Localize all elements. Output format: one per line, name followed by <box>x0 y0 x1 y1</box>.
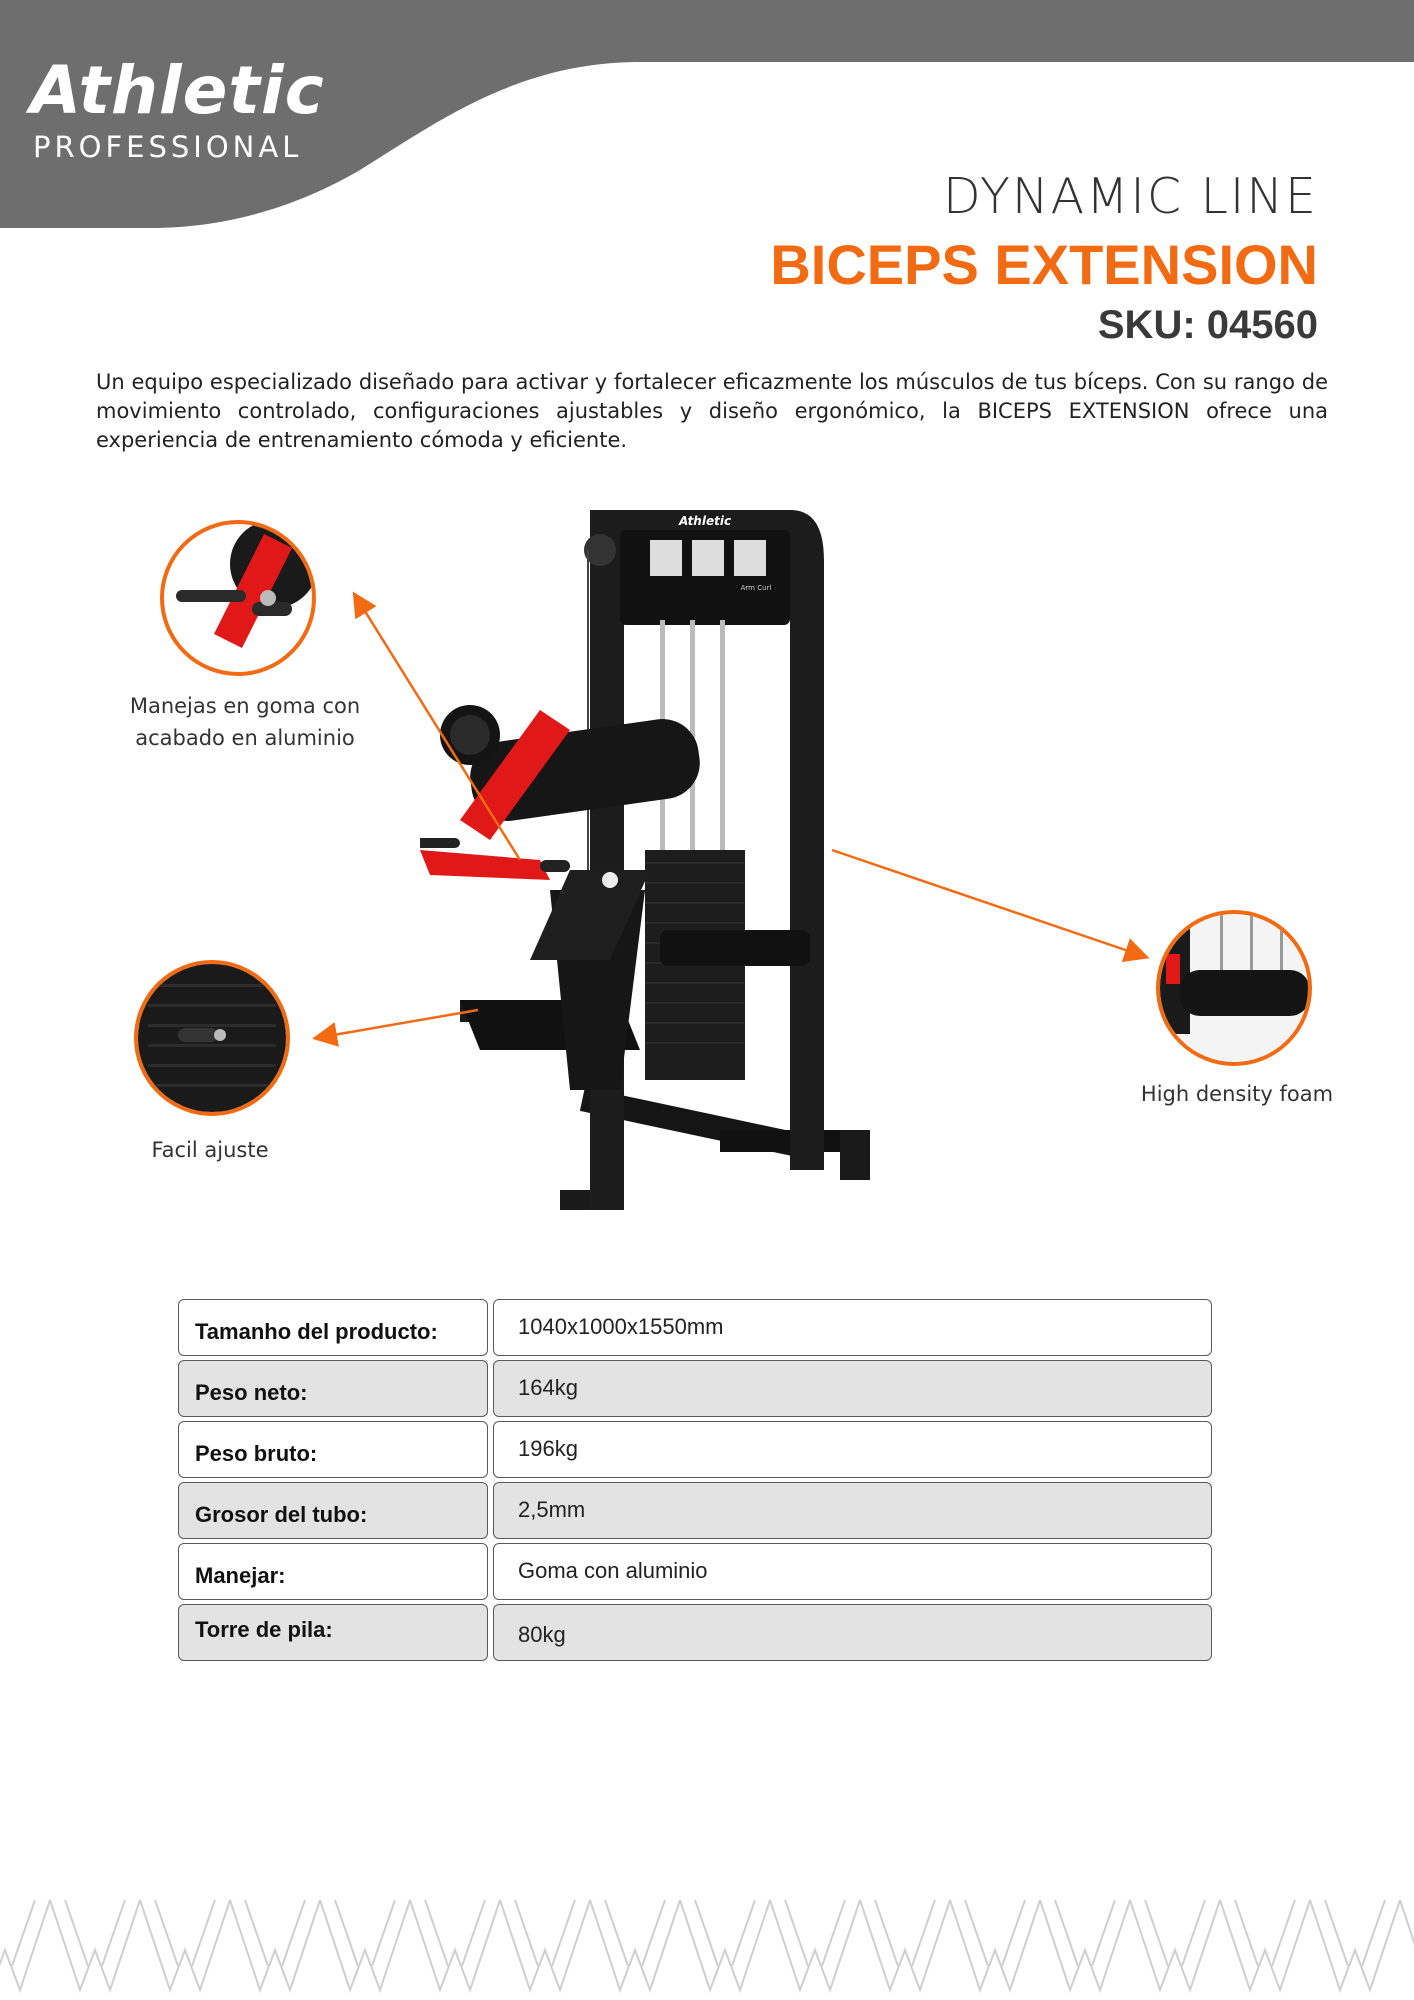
specs-table <box>178 1299 1212 1665</box>
spec-row <box>178 1604 1212 1661</box>
pad-detail-icon <box>1160 914 1308 1062</box>
footer-zigzag-segment <box>1220 1900 1310 1990</box>
footer-zigzag-segment <box>230 1900 320 1990</box>
footer-zigzag-segment <box>1400 1900 1414 1990</box>
spec-key: Manejar: <box>178 1543 488 1600</box>
footer-zigzag-segment <box>770 1900 860 1990</box>
product-name-title: BICEPS EXTENSION <box>770 233 1318 296</box>
callout-label-foam: High density foam <box>1140 1082 1334 1106</box>
spec-value: 2,5mm <box>493 1482 1212 1539</box>
footer-zigzag-segment <box>320 1900 410 1990</box>
footer-zigzag-segment <box>680 1900 770 1990</box>
spec-row <box>178 1299 1212 1356</box>
footer-zigzag-segment <box>860 1900 950 1990</box>
footer-zigzag-segment <box>50 1900 140 1990</box>
spec-key: Torre de pila: <box>178 1604 488 1661</box>
product-sku: SKU: 04560 <box>1097 303 1318 347</box>
callout-label-handles: Manejas en goma con acabado en aluminio <box>129 694 361 750</box>
footer-zigzag-segment <box>1310 1900 1400 1990</box>
spec-row <box>178 1360 1212 1417</box>
spec-row <box>178 1421 1212 1478</box>
footer-zigzag-segment <box>1040 1900 1130 1990</box>
footer-zigzag-segment <box>0 1900 50 1990</box>
weight-stack-detail-icon <box>138 964 286 1112</box>
footer-zigzag-segment <box>500 1900 590 1990</box>
callout-label-adjust: Facil ajuste <box>151 1138 269 1162</box>
footer-pattern <box>0 1880 1414 2000</box>
footer-zigzag-segment <box>1130 1900 1220 1990</box>
placard-caption: Arm Curl <box>740 584 772 592</box>
spec-row <box>178 1482 1212 1539</box>
spec-key: Tamanho del producto: <box>178 1299 488 1356</box>
product-line-title: DYNAMIC LINE <box>942 168 1318 225</box>
brand-logo: Athletic <box>30 52 325 129</box>
handle-detail-image <box>160 520 316 676</box>
pad-detail-image <box>1156 910 1312 1066</box>
spec-row <box>178 1543 1212 1600</box>
spec-value: Goma con aluminio <box>493 1543 1212 1600</box>
product-description: Un equipo especializado diseñado para activar y fortalecer eficazmente los músculos de tus bíceps. Con su rango de movimiento controlado, configuraciones ajustables y diseño ergonómico, la BICEPS EXTENSION ofrece una experiencia de entrenamiento cómoda y eficiente. <box>96 370 1328 452</box>
spec-key: Grosor del tubo: <box>178 1482 488 1539</box>
spec-value: 196kg <box>493 1421 1212 1478</box>
weight-stack-detail-image <box>134 960 290 1116</box>
spec-key: Peso bruto: <box>178 1421 488 1478</box>
spec-value: 164kg <box>493 1360 1212 1417</box>
footer-zigzag-segment <box>950 1900 1040 1990</box>
machine-brand-plate: Athletic <box>678 514 732 528</box>
brand-tagline: PROFESSIONAL <box>33 130 303 164</box>
spec-value: 80kg <box>493 1604 1212 1661</box>
footer-zigzag-segment <box>410 1900 500 1990</box>
handle-detail-icon <box>164 524 312 672</box>
footer-zigzag-segment <box>590 1900 680 1990</box>
spec-key: Peso neto: <box>178 1360 488 1417</box>
spec-value: 1040x1000x1550mm <box>493 1299 1212 1356</box>
footer-zigzag-segment <box>140 1900 230 1990</box>
